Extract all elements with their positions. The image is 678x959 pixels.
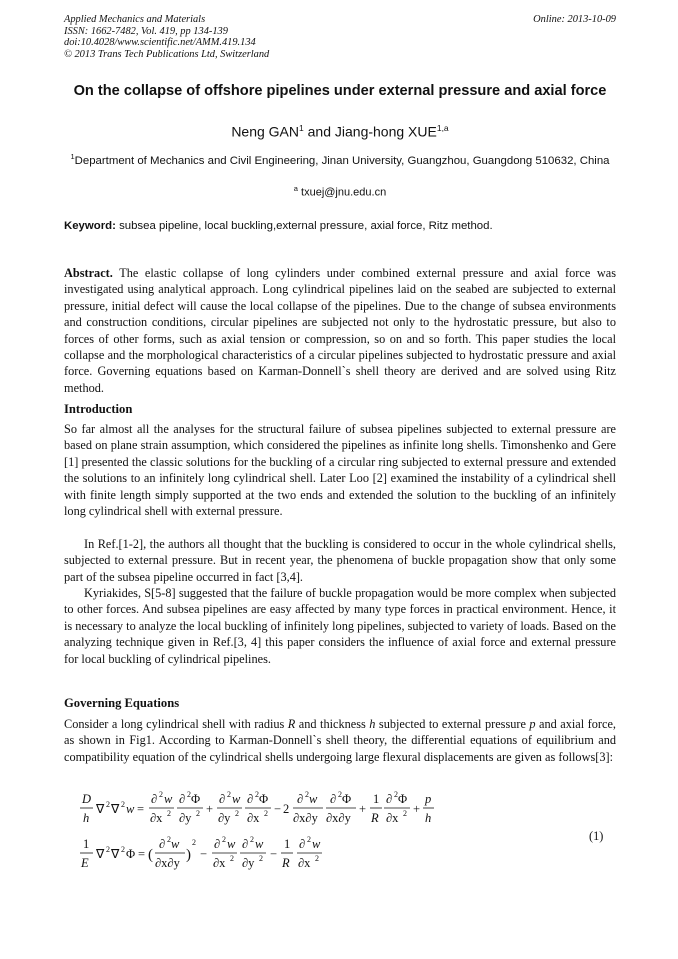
eq2-one: 1 bbox=[83, 837, 90, 851]
eq2-rparen: ) bbox=[186, 847, 191, 863]
eq-t2-dy: ∂y bbox=[179, 811, 192, 825]
eq2-t4-one: 1 bbox=[284, 837, 291, 851]
governing-text-d: and axial force, as shown in Fig1. According to Karman-Donnell`s shell theory, the differential equations of equilibrium and compatibility equation of the cylindrical shells undergoing large flexural displacements are given as follows[3]: bbox=[64, 717, 616, 764]
abstract-text: The elastic collapse of long cylinders under combined external pressure and axial force was investigated using analytical approach. Long cylindrical pipelines laid on the seabed are subjected to external pressure, initial defect will cause the local collapse of the pipelines. Due to the change of subsea environments and construction conditions, circular pipelines are subjected not only to the hydrostatic pressure, but also to forces of other forms, such as axial tension or compression, so on and so forth. This paper studies the local collapse and the morphological characteristics of a circular pipelines subjected to hydrostatic pressure and axial force. Governing equations based on Karman-Donnell`s shell theory are derived and are solved using Ritz method. bbox=[64, 266, 616, 395]
eq-t7-R: R bbox=[371, 811, 379, 825]
eq2-phi: Φ bbox=[126, 847, 136, 861]
eq-t8-sup: 2 bbox=[394, 790, 398, 799]
eq-w: w bbox=[126, 802, 135, 816]
equation-1 bbox=[80, 786, 460, 881]
keyword-text: subsea pipeline, local buckling,external pressure, axial force, Ritz method. bbox=[115, 220, 493, 232]
eq-plus2: + bbox=[359, 802, 367, 816]
eq2-t5-sup: 2 bbox=[307, 835, 311, 844]
eq2-lap2-sup: 2 bbox=[121, 845, 125, 854]
eq-t3-sup: 2 bbox=[227, 790, 231, 799]
symbol-R: R bbox=[287, 717, 296, 731]
eq-D: D bbox=[82, 792, 92, 806]
eq-t1-dx: ∂x bbox=[150, 811, 163, 825]
email-sup: a bbox=[293, 184, 298, 193]
eq2-t2-dx: ∂x bbox=[213, 856, 226, 870]
governing-text-c: subjected to external pressure bbox=[375, 717, 530, 731]
eq-t7-one: 1 bbox=[373, 792, 380, 806]
eq-t6-sup: 2 bbox=[338, 790, 342, 799]
eq2-t2-w: w bbox=[227, 837, 236, 851]
introduction-paragraph-2: In Ref.[1-2], the authors all thought that the buckling is considered to occur in the whole cylindrical shells, subjected to external pressure. But in recent year, the phenomena of buckle propagation show that only some part of the subsea pipeline occurred in fact [3,4]. bbox=[64, 537, 616, 584]
eq-t2-sup: 2 bbox=[187, 790, 191, 799]
eq-lap2-sup: 2 bbox=[121, 800, 125, 809]
eq-t3-d: ∂ bbox=[219, 792, 226, 806]
eq-t9-h: h bbox=[425, 811, 432, 825]
eq2-t3-dy: ∂y bbox=[242, 856, 255, 870]
eq-t6-d: ∂ bbox=[330, 792, 337, 806]
eq2-t5-dxsup: 2 bbox=[315, 854, 319, 863]
eq-t4-dx: ∂x bbox=[247, 811, 260, 825]
author-2-sup: 1,a bbox=[436, 123, 449, 133]
eq2-t5-dx: ∂x bbox=[298, 856, 311, 870]
eq-t1-w: w bbox=[164, 792, 173, 806]
eq2-t5-w: w bbox=[312, 837, 321, 851]
governing-text-b: and thickness bbox=[295, 717, 370, 731]
author-line bbox=[64, 123, 616, 140]
eq2-t3-w: w bbox=[255, 837, 264, 851]
affiliation-sup: 1 bbox=[70, 152, 75, 161]
eq2-minus2: − bbox=[270, 847, 278, 861]
eq-minus1: − bbox=[274, 802, 282, 816]
online-date: Online: 2013-10-09 bbox=[533, 14, 616, 25]
governing-equations-heading: Governing Equations bbox=[64, 696, 180, 710]
author-1: Neng GAN bbox=[231, 123, 300, 140]
eq2-t2-dxsup: 2 bbox=[230, 854, 234, 863]
eq-t6-dxdy: ∂x∂y bbox=[326, 811, 351, 825]
eq-t8-dxsup: 2 bbox=[403, 809, 407, 818]
copyright-line: © 2013 Trans Tech Publications Ltd, Switzerland bbox=[64, 48, 270, 60]
eq-t8-phi: Φ bbox=[398, 792, 408, 806]
journal-name: Applied Mechanics and Materials bbox=[64, 14, 206, 25]
author-conjunction: and bbox=[303, 123, 335, 140]
email-line bbox=[64, 184, 616, 199]
eq2-t2-sup: 2 bbox=[222, 835, 226, 844]
eq2-t3-d: ∂ bbox=[242, 837, 249, 851]
journal-header bbox=[64, 14, 616, 60]
introduction-paragraph-1: So far almost all the analyses for the structural failure of subsea pipelines subjected to external pressure are based on plane strain assumption, which considered the pipelines as infinite long shells. Timonshenko and Gere [1] presented the classic solutions for the buckling of a circular ring subjected to external pressure and extended the solutions to an infinitely long cylindrical shell. Later Loo [2] examined the instability of a cylindrical shell with finite length simply supported at the two ends and extended the solution to the buckling of an infinitely long cylindrical shell with external pressure. bbox=[64, 422, 616, 519]
eq-t4-sup: 2 bbox=[255, 790, 259, 799]
eq2-E: E bbox=[81, 856, 89, 870]
eq2-t2-d: ∂ bbox=[214, 837, 221, 851]
equation-line-2 bbox=[80, 835, 322, 870]
eq-t3-w: w bbox=[232, 792, 241, 806]
eq2-t3-sup: 2 bbox=[250, 835, 254, 844]
eq-t8-dx: ∂x bbox=[386, 811, 399, 825]
affiliation-text: Department of Mechanics and Civil Engineering, Jinan University, Guangzhou, Guangdong 510632, China bbox=[74, 154, 610, 167]
doi-line: doi:10.4028/www.scientific.net/AMM.419.134 bbox=[64, 37, 256, 49]
eq2-t3-dysup: 2 bbox=[259, 854, 263, 863]
eq-t4-dxsup: 2 bbox=[264, 809, 268, 818]
eq-coef2: 2 bbox=[283, 802, 290, 816]
eq-equals: = bbox=[137, 802, 145, 816]
eq-plus1: + bbox=[206, 802, 214, 816]
eq2-equals: = bbox=[138, 847, 146, 861]
eq2-lap: ∇ bbox=[96, 847, 105, 861]
eq-t6-phi: Φ bbox=[342, 792, 352, 806]
keyword-label: Keyword: bbox=[64, 220, 116, 232]
eq-t1-dxsup: 2 bbox=[167, 809, 171, 818]
eq-t8-d: ∂ bbox=[386, 792, 393, 806]
abstract-label: Abstract. bbox=[64, 266, 113, 280]
affiliation bbox=[64, 149, 616, 169]
eq2-lap2: ∇ bbox=[111, 847, 120, 861]
email-address: txuej@jnu.edu.cn bbox=[301, 186, 387, 199]
eq2-t1-dxdy: ∂x∂y bbox=[155, 856, 180, 870]
equation-number: (1) bbox=[589, 829, 604, 843]
eq-h: h bbox=[83, 811, 90, 825]
abstract bbox=[64, 265, 616, 396]
eq2-lap-sup: 2 bbox=[106, 845, 110, 854]
eq-t5-sup: 2 bbox=[305, 790, 309, 799]
keywords bbox=[64, 220, 616, 232]
eq2-sq: 2 bbox=[192, 838, 196, 847]
introduction-heading: Introduction bbox=[64, 402, 133, 416]
eq-t5-d: ∂ bbox=[297, 792, 304, 806]
symbol-h: h bbox=[369, 717, 376, 731]
eq2-t5-d: ∂ bbox=[299, 837, 306, 851]
eq-t3-dy: ∂y bbox=[218, 811, 231, 825]
eq-lap: ∇ bbox=[96, 802, 105, 816]
equation-line-1 bbox=[80, 790, 434, 825]
eq-t5-dxdy: ∂x∂y bbox=[293, 811, 318, 825]
eq2-lparen: ( bbox=[148, 847, 153, 863]
eq-t2-dysup: 2 bbox=[196, 809, 200, 818]
eq-t1-sup: 2 bbox=[159, 790, 163, 799]
eq-lap2: ∇ bbox=[111, 802, 120, 816]
issn-line: ISSN: 1662-7482, Vol. 419, pp 134-139 bbox=[64, 25, 228, 37]
introduction-paragraph-3: Kyriakides, S[5-8] suggested that the failure of buckle propagation would be more complex when subjected to other forces. And subsea pipelines are easy affected by many type forces in practical environment. Hence, it is necessary to analyze the local buckling of infinitely long pipelines, subjected to variety of loads. Based on the analyzing technique given in Ref.[3, 4] this paper considers the influence of axial force and external pressure for local buckling of cylindrical pipelines. bbox=[64, 586, 616, 666]
paper-title: On the collapse of offshore pipelines under external pressure and axial force bbox=[73, 83, 607, 99]
eq-t2-d: ∂ bbox=[179, 792, 186, 806]
author-1-sup: 1 bbox=[299, 123, 304, 133]
eq-t3-dysup: 2 bbox=[235, 809, 239, 818]
eq2-t1-w: w bbox=[171, 837, 180, 851]
eq-t5-w: w bbox=[309, 792, 318, 806]
eq-t4-phi: Φ bbox=[259, 792, 269, 806]
eq-plus3: + bbox=[413, 802, 421, 816]
governing-text-a: Consider a long cylindrical shell with radius bbox=[64, 717, 288, 731]
eq2-t4-R: R bbox=[282, 856, 290, 870]
symbol-p: p bbox=[529, 717, 536, 731]
eq-lap-sup: 2 bbox=[106, 800, 110, 809]
eq-t4-d: ∂ bbox=[247, 792, 254, 806]
eq-t1-d: ∂ bbox=[151, 792, 158, 806]
eq-t9-p: p bbox=[425, 792, 432, 806]
eq2-minus1: − bbox=[200, 847, 208, 861]
eq-t2-phi: Φ bbox=[191, 792, 201, 806]
eq2-t1-d: ∂ bbox=[159, 837, 166, 851]
eq2-t1-sup: 2 bbox=[167, 835, 171, 844]
governing-paragraph bbox=[64, 716, 616, 765]
author-2: Jiang-hong XUE bbox=[334, 123, 437, 140]
